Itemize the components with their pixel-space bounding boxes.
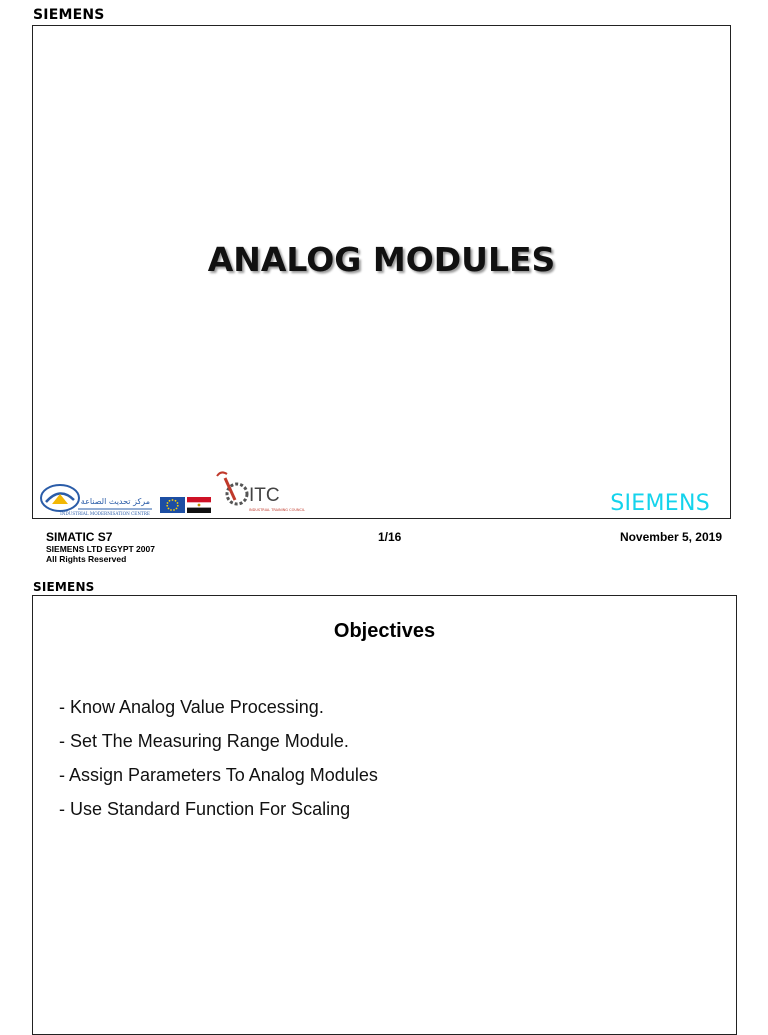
imc-logo-icon xyxy=(38,478,156,518)
egypt-flag-icon xyxy=(187,497,211,513)
objective-item: - Set The Measuring Range Module. xyxy=(59,731,349,751)
slide-title: ANALOG MODULES xyxy=(207,240,556,279)
objective-item: - Use Standard Function For Scaling xyxy=(59,799,351,819)
itc-logo-text: ITC xyxy=(249,485,280,506)
footer-page-number: 1/16 xyxy=(378,530,402,544)
itc-logo-icon xyxy=(213,470,305,518)
title-slide xyxy=(32,25,731,519)
siemens-header-logo-2: SIEMENS xyxy=(33,580,95,594)
slide-title: Objectives xyxy=(333,620,436,642)
objective-item: - Know Analog Value Processing. xyxy=(59,697,324,717)
footer-product: SIMATIC S7 xyxy=(46,530,113,544)
imc-arabic-text: مركز تحديث الصناعة xyxy=(80,497,150,506)
siemens-header-logo: SIEMENS xyxy=(33,7,105,23)
siemens-slide-logo: SIEMENS xyxy=(610,491,710,516)
objective-item: - Assign Parameters To Analog Modules xyxy=(59,765,378,785)
footer-company: SIEMENS LTD EGYPT 2007 xyxy=(46,544,155,554)
eu-flag-icon xyxy=(160,497,185,513)
footer-rights: All Rights Reserved xyxy=(46,554,127,564)
imc-english-text: INDUSTRIAL MODERNISATION CENTRE xyxy=(60,511,150,516)
footer-date: November 5, 2019 xyxy=(619,530,722,544)
objectives-slide xyxy=(32,595,737,1035)
itc-logo-subtext: INDUSTRIAL TRAINING COUNCIL xyxy=(249,508,305,512)
